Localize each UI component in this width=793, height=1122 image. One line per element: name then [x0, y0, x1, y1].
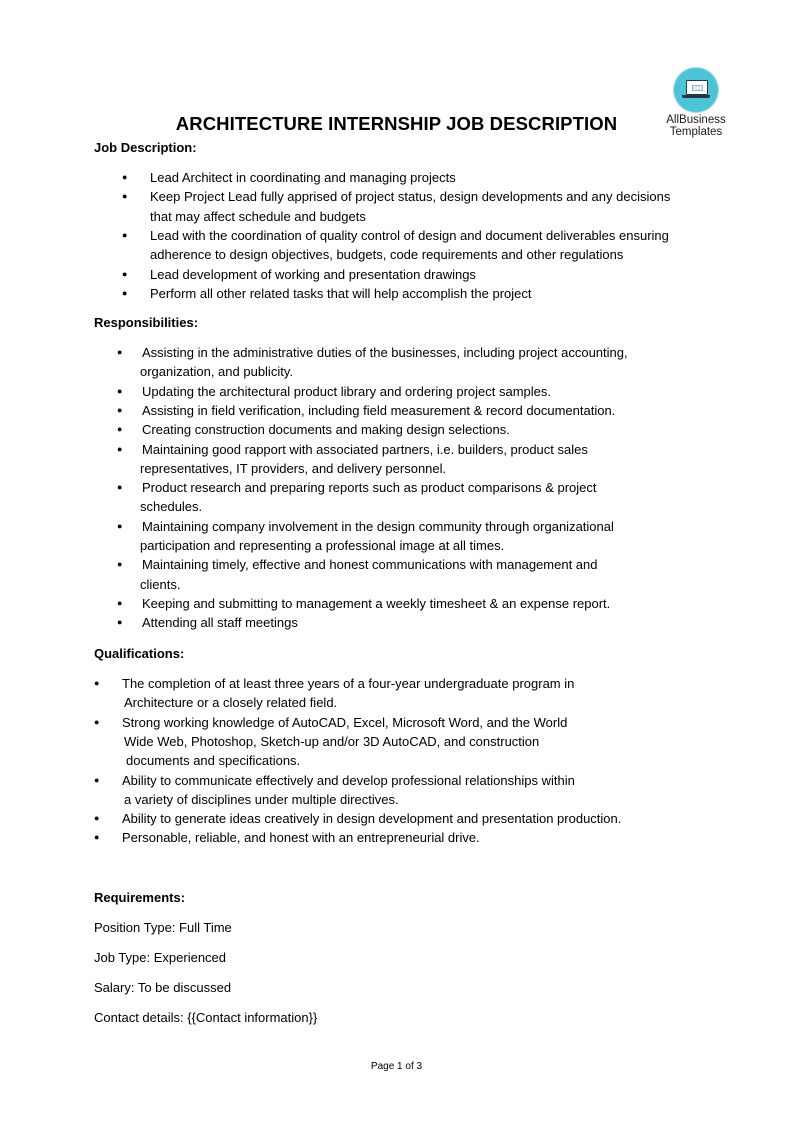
bullet-icon: ● — [94, 678, 100, 688]
responsibilities-item-text: schedules. — [140, 499, 203, 515]
bullet-icon: ● — [122, 229, 128, 240]
bullet-icon: ● — [117, 443, 123, 454]
bullet-icon: ● — [122, 268, 128, 279]
bullet-icon: ● — [94, 832, 100, 843]
bullet-icon: ● — [117, 404, 123, 415]
bullet-icon: ● — [122, 191, 128, 202]
responsibilities-item-text: clients. — [140, 576, 181, 592]
qualifications-heading: Qualifications: — [94, 646, 185, 661]
responsibilities-item-text: Product research and preparing reports such as product comparisons & project — [142, 480, 597, 496]
bullet-icon: ● — [117, 597, 123, 608]
qualifications-item-text: a variety of disciplines under multiple directives. — [124, 791, 399, 807]
responsibilities-heading: Responsibilities: — [94, 315, 199, 330]
responsibilities-item-text: Assisting in the administrative duties of the businesses, including project accounting, — [142, 345, 628, 360]
responsibilities-item-text: Assisting in field verification, including field measurement & record documentation. — [142, 402, 616, 418]
bullet-icon: ● — [117, 520, 123, 531]
bullet-icon: ● — [117, 559, 123, 570]
requirement-line: Job Type: Experienced — [94, 950, 227, 965]
qualifications-item-text: The completion of at least three years of a four-year undergraduate program in — [122, 676, 575, 691]
qualifications-item-text: Strong working knowledge of AutoCAD, Excel, Microsoft Word, and the World — [122, 714, 568, 730]
qualifications-item-text: Ability to generate ideas creatively in design development and presentation production. — [122, 811, 622, 827]
responsibilities-item-text: Attending all staff meetings — [142, 615, 298, 631]
responsibilities-item-text: Maintaining company involvement in the design community through organizational — [142, 518, 614, 534]
job-description-item-text: that may affect schedule and budgets — [150, 208, 366, 224]
requirement-line: Position Type: Full Time — [94, 920, 232, 935]
job-description-item-text: Lead development of working and presentation drawings — [150, 266, 476, 282]
responsibilities-item-text: Updating the architectural product library and ordering project samples. — [142, 383, 551, 399]
job-description-item-text: Lead with the coordination of quality control of design and document deliverables ensuring — [150, 227, 669, 243]
responsibilities-item-text: organization, and publicity. — [140, 364, 293, 380]
responsibilities-item-text: Maintaining timely, effective and honest communications with management and — [142, 557, 598, 573]
bullet-icon: ● — [122, 287, 128, 298]
logo-line-1: AllBusiness — [666, 114, 726, 126]
requirement-line: Contact details: {{Contact information}} — [94, 1010, 318, 1025]
responsibilities-item-text: participation and representing a professional image at all times. — [140, 538, 505, 553]
requirements-heading: Requirements: — [94, 890, 186, 905]
requirement-line: Salary: To be discussed — [94, 980, 232, 995]
job-description-item-text: adherence to design objectives, budgets, code requirements and other regulations — [150, 247, 624, 263]
qualifications-item-text: Ability to communicate effectively and develop professional relationships within — [122, 772, 575, 788]
bullet-icon: ● — [94, 774, 100, 785]
bullet-icon: ● — [117, 617, 123, 628]
job-description-item-text: Keep Project Lead fully apprised of project status, design developments and any decisions — [150, 189, 671, 205]
job-description-heading: Job Description: — [94, 140, 197, 155]
responsibilities-item-text: representatives, IT providers, and delivery personnel. — [140, 460, 447, 476]
page-number: Page 1 of 3 — [370, 1061, 423, 1072]
bullet-icon: ● — [117, 385, 123, 396]
bullet-icon: ● — [94, 813, 100, 824]
document-title: ARCHITECTURE INTERNSHIP JOB DESCRIPTION — [175, 113, 618, 134]
responsibilities-item-text: Creating construction documents and making design selections. — [142, 422, 510, 438]
logo-line-2: Templates — [669, 126, 723, 138]
bullet-icon: ● — [117, 482, 123, 493]
qualifications-item-text: Architecture or a closely related field. — [124, 695, 338, 711]
bullet-icon: ● — [122, 172, 128, 182]
responsibilities-item-text: Maintaining good rapport with associated partners, i.e. builders, product sales — [142, 441, 588, 457]
qualifications-item-text: documents and specifications. — [126, 753, 301, 769]
bullet-icon: ● — [94, 716, 100, 727]
job-description-item-text: Lead Architect in coordinating and managing projects — [150, 170, 456, 185]
laptop-icon — [674, 68, 718, 112]
job-description-item-text: Perform all other related tasks that will help accomplish the project — [150, 285, 532, 301]
responsibilities-item-text: Keeping and submitting to management a weekly timesheet & an expense report. — [142, 595, 611, 611]
bullet-icon: ● — [117, 347, 123, 357]
qualifications-item-text: Wide Web, Photoshop, Sketch-up and/or 3D AutoCAD, and construction — [124, 733, 540, 749]
qualifications-item-text: Personable, reliable, and honest with an entrepreneurial drive. — [122, 830, 480, 846]
bullet-icon: ● — [117, 424, 123, 435]
